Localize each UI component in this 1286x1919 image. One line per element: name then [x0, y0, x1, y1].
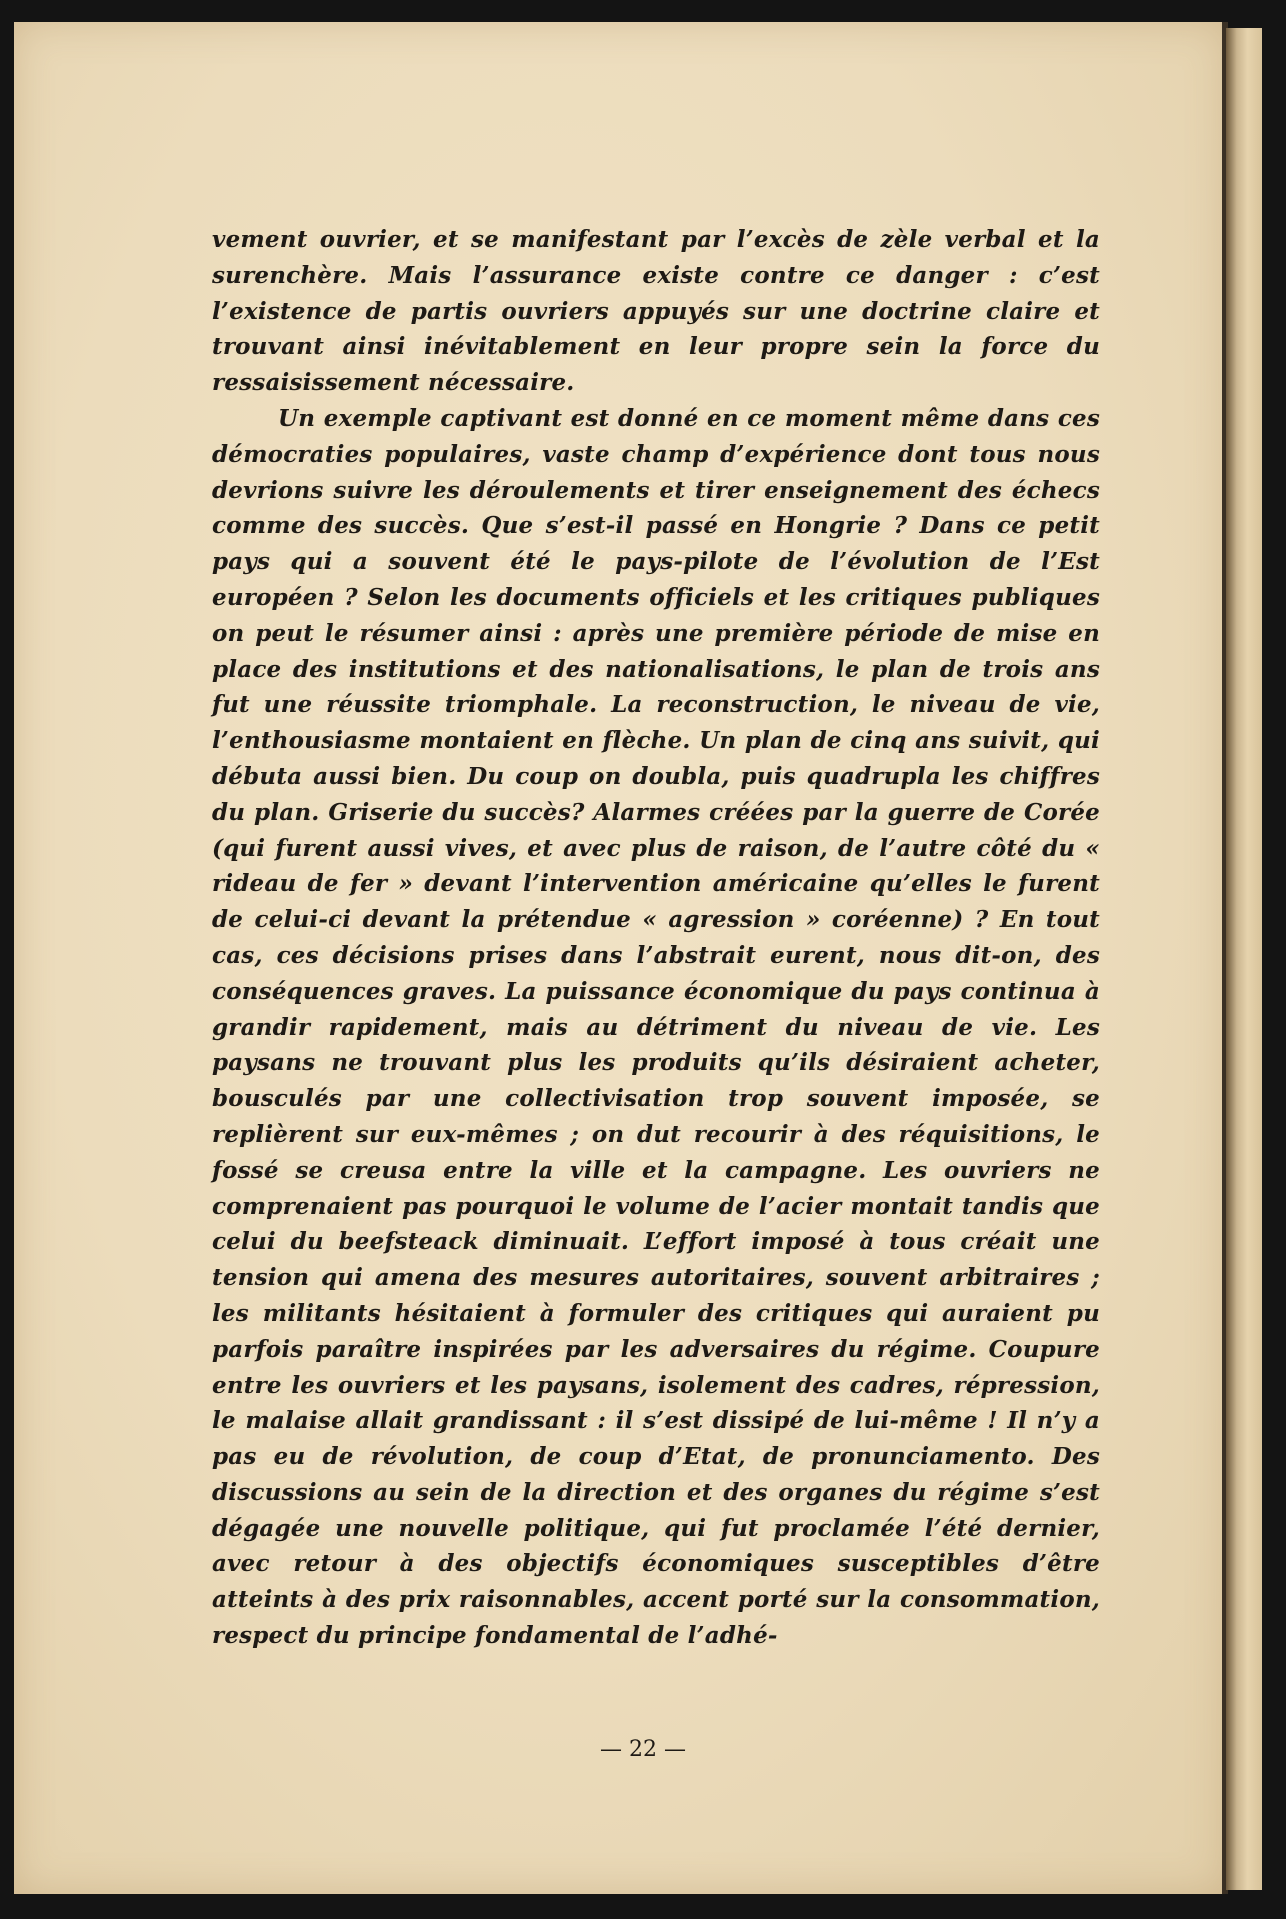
- page-number: — 22 —: [600, 1737, 686, 1762]
- paragraph-hongrie: Un exemple captivant est donné en ce moment même dans ces démocraties populaires, vaste champ d’expérience dont tous nous devrions suivre les déroulements et tirer enseignement des échecs comme des succès. Que s’est-il passé en Hongrie ? Dans ce petit pays qui a souvent été le pays-pilote de l’évolution de l’Est européen ? Selon les documents officiels et les critiques publiques on peut le résumer ainsi : après une première période de mise en place des institutions et des nationalisations, le plan de trois ans fut une réussite triomphale. La reconstruction, le niveau de vie, l’enthousiasme montaient en flèche. Un plan de cinq ans suivit, qui débuta aussi bien. Du coup on doubla, puis quadrupla les chiffres du plan. Griserie du succès? Alarmes créées par la guerre de Corée (qui furent aussi vives, et avec plus de raison, de l’autre côté du « rideau de fer » devant l’intervention américaine qu’elles le furent de celui-ci devant la prétendue « agression » coréenne) ? En tout cas, ces décisions prises dans l’abstrait eurent, nous dit-on, des conséquences graves. La puissance économique du pays continua à grandir rapidement, mais au détriment du niveau de vie. Les paysans ne trouvant plus les produits qu’ils désiraient acheter, bousculés par une collectivisation trop souvent imposée, se replièrent sur eux-mêmes ; on dut recourir à des réquisitions, le fossé se creusa entre la ville et la campagne. Les ouvriers ne comprenaient pas pourquoi le volume de l’acier montait tandis que celui du beefsteack diminuait. L’effort imposé à tous créait une tension qui amena des mesures autoritaires, souvent arbitraires ; les militants hésitaient à formuler des critiques qui auraient pu parfois paraître inspirées par les adversaires du régime. Coupure entre les ouvriers et les paysans, isolement des cadres, répression, le malaise allait grandissant : il s’est dissipé de lui-même ! Il n’y a pas eu de révolution, de coup d’Etat, de pronunciamento. Des discussions au sein de la direction et des organes du régime s’est dégagée une nouvelle politique, qui fut proclamée l’été dernier, avec retour à des objectifs économiques susceptibles d’être atteints à des prix raisonnables, accent porté sur la consommation, respect du principe fondamental de l’adhé-: [212, 404, 1100, 1650]
- page-text-block: [212, 222, 1100, 1654]
- paragraph-continuation: vement ouvrier, et se manifestant par l’excès de zèle verbal et la surenchère. Mais l’assurance existe contre ce danger : c’est l’existence de partis ouvriers appuyés sur une doctrine claire et trouvant ainsi inévitablement en leur propre sein la force du ressaisissement nécessaire.: [212, 226, 1100, 397]
- adjacent-page-edge: [1226, 28, 1262, 1890]
